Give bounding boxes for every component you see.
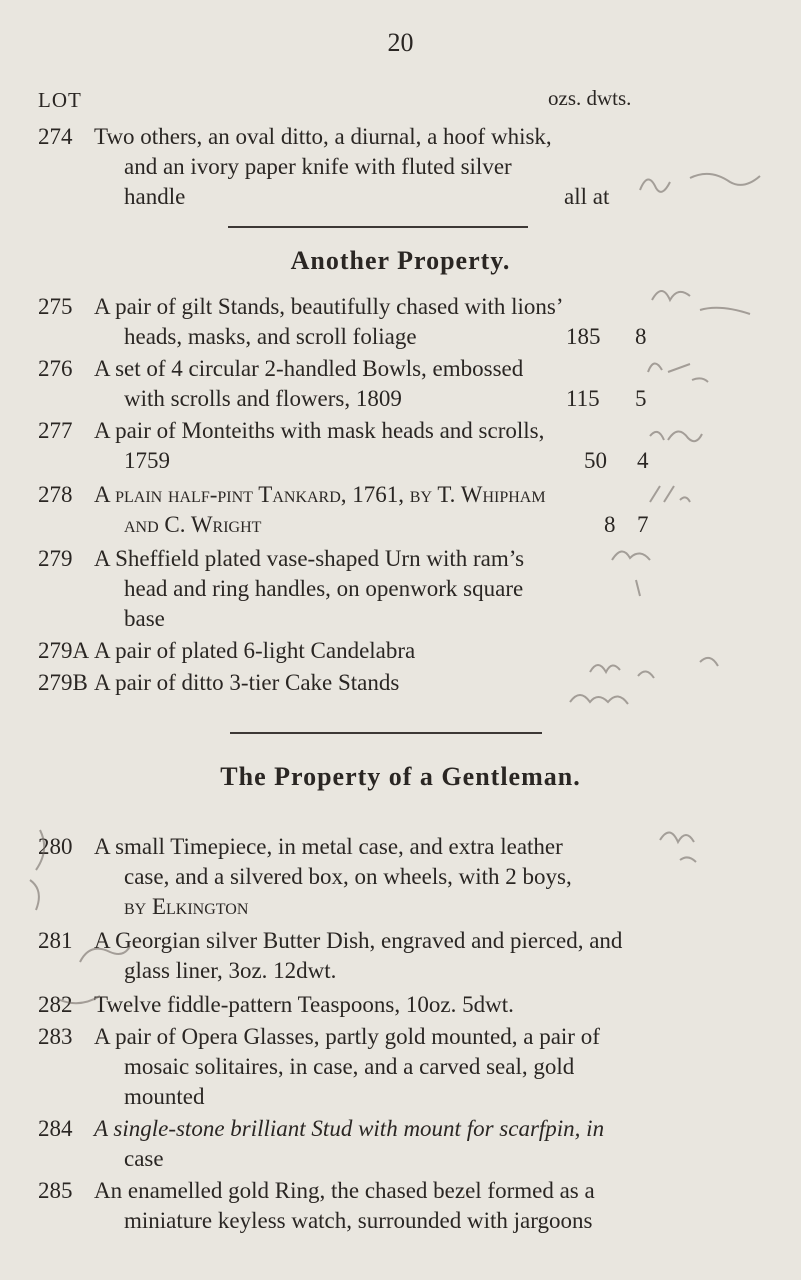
lot-number: 279 [38, 546, 73, 571]
lot-description-line: A plain half-pint Tankard, 1761, by T. Whipham [94, 482, 546, 507]
lot-ozs: 50 [584, 448, 607, 473]
lot-description-line: miniature keyless watch, surrounded with jargoons [124, 1208, 593, 1233]
lot-number: 276 [38, 356, 73, 381]
lot-dwts: 5 [635, 386, 647, 411]
lot-number: 279A [38, 638, 90, 663]
section-title: The Property of a Gentleman. [220, 762, 581, 791]
lot-number: 279B [38, 670, 88, 695]
lot-description-line: with scrolls and flowers, 1809 [124, 386, 402, 411]
lot-description-line: An enamelled gold Ring, the chased bezel formed as a [94, 1178, 595, 1203]
lot-value: all at [564, 184, 610, 209]
lot-description-line: and C. Wright [124, 512, 262, 537]
lot-number: 284 [38, 1116, 73, 1141]
lot-number: 281 [38, 928, 73, 953]
lot-description-line: A Sheffield plated vase-shaped Urn with ram’s [94, 546, 525, 571]
lot-column-label: LOT [38, 88, 82, 112]
lot-description-line: glass liner, 3oz. 12dwt. [124, 958, 337, 983]
lot-description-line: mounted [124, 1084, 205, 1109]
lot-number: 280 [38, 834, 73, 859]
lot-description-line: Twelve fiddle-pattern Teaspoons, 10oz. 5dwt. [94, 992, 514, 1017]
lot-description-line: A pair of Monteiths with mask heads and scrolls, [94, 418, 545, 443]
section-title: Another Property. [290, 246, 511, 275]
lot-description-line: A small Timepiece, in metal case, and extra leather [94, 834, 563, 859]
lot-description-line: 1759 [124, 448, 170, 473]
lot-dwts: 4 [637, 448, 649, 473]
lot-ozs: 115 [566, 386, 600, 411]
lot-number: 277 [38, 418, 73, 443]
lot-ozs: 8 [604, 512, 616, 537]
lot-description-line: and an ivory paper knife with fluted silver [124, 154, 512, 179]
lot-dwts: 7 [637, 512, 649, 537]
lot-description-line: A pair of gilt Stands, beautifully chased with lions’ [94, 294, 564, 319]
lot-number: 282 [38, 992, 73, 1017]
lot-description-line: base [124, 606, 165, 631]
lot-description-line: A set of 4 circular 2-handled Bowls, embossed [94, 356, 524, 381]
lot-description-line: heads, masks, and scroll foliage [124, 324, 417, 349]
lot-number: 278 [38, 482, 73, 507]
lot-description-line: Two others, an oval ditto, a diurnal, a hoof whisk, [94, 124, 552, 149]
page-number: 20 [387, 28, 414, 57]
lot-dwts: 8 [635, 324, 647, 349]
lot-description-line: mosaic solitaires, in case, and a carved seal, gold [124, 1054, 575, 1079]
lot-number: 275 [38, 294, 73, 319]
lot-description-line: A single-stone brilliant Stud with mount for scarfpin, in [94, 1116, 605, 1141]
lot-ozs: 185 [566, 324, 601, 349]
lot-description-line: A pair of Opera Glasses, partly gold mounted, a pair of [94, 1024, 600, 1049]
lot-description-line: case [124, 1146, 164, 1171]
lot-description-line: A pair of ditto 3-tier Cake Stands [94, 670, 400, 695]
lot-description-line: case, and a silvered box, on wheels, with 2 boys, [124, 864, 572, 889]
lot-number: 274 [38, 124, 73, 149]
lot-description-line: head and ring handles, on openwork square [124, 576, 524, 601]
lot-number: 283 [38, 1024, 73, 1049]
lot-description-line: handle [124, 184, 186, 209]
lot-description-line: A Georgian silver Butter Dish, engraved and pierced, and [94, 928, 623, 953]
units-column-label: ozs. dwts. [548, 86, 632, 110]
lot-description-line: A pair of plated 6-light Candelabra [94, 638, 416, 663]
lot-description-line: by Elkington [124, 894, 249, 919]
lot-number: 285 [38, 1178, 73, 1203]
